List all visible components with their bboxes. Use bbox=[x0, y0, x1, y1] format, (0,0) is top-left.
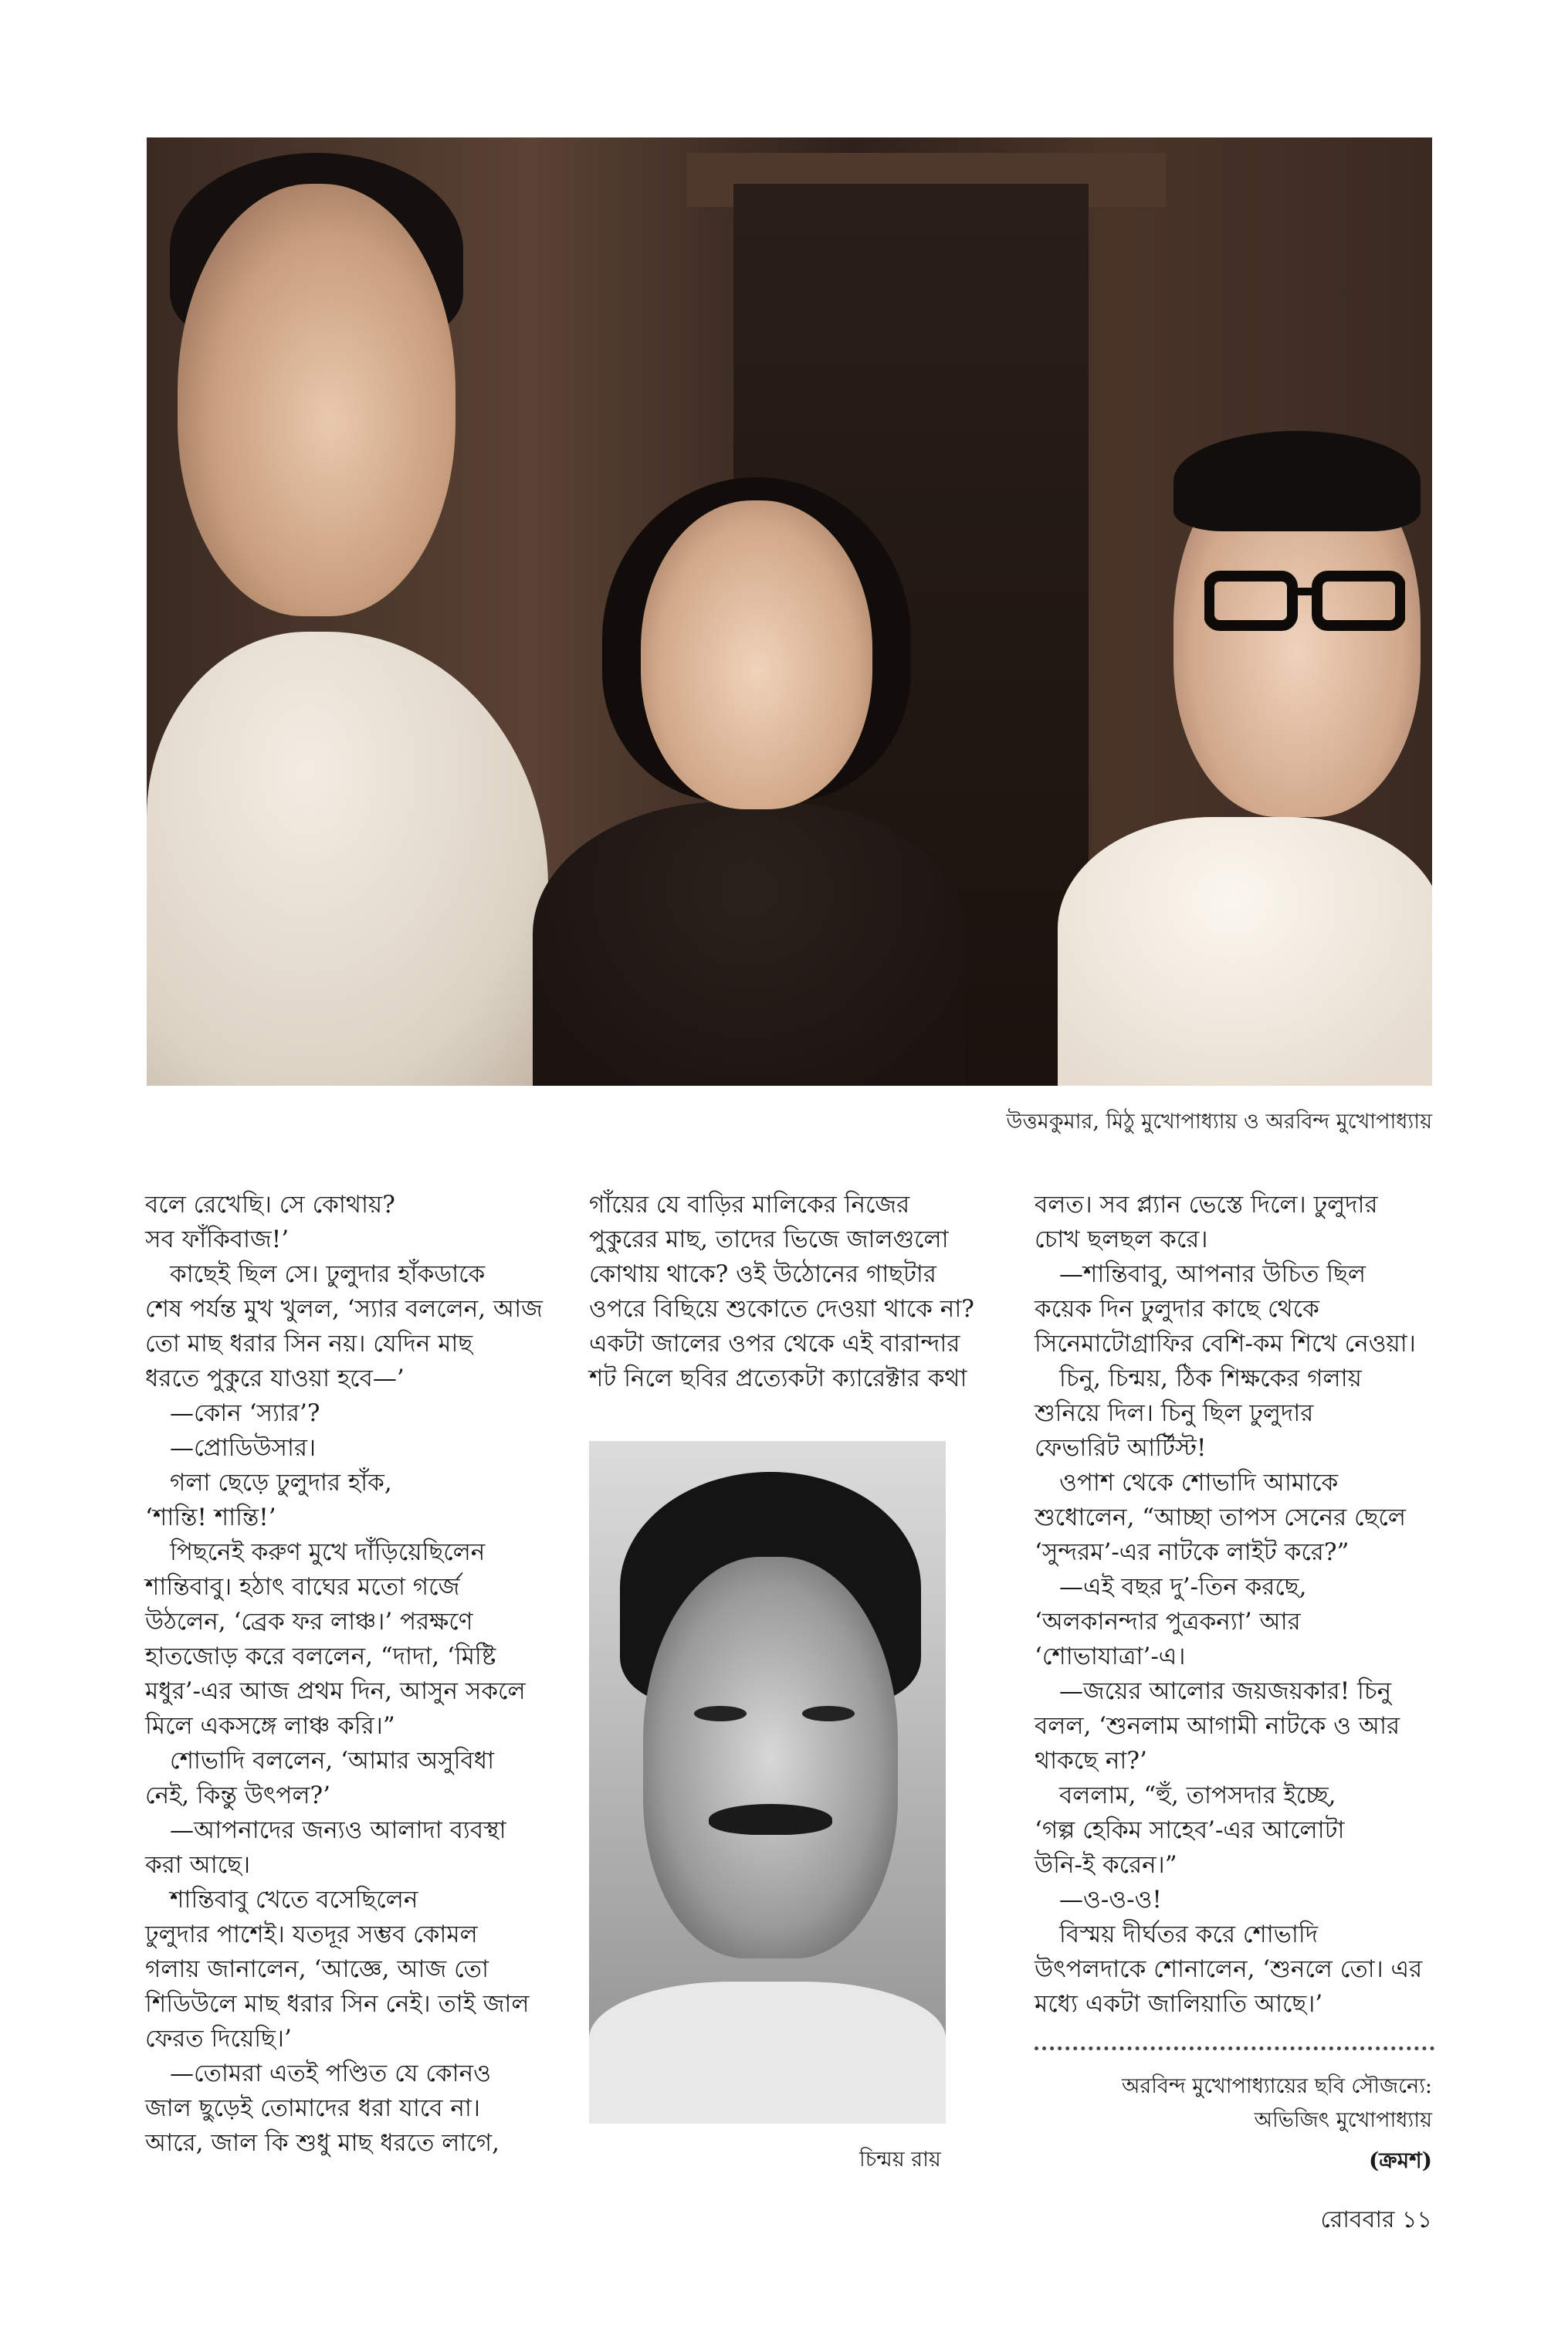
photo-person-left-body bbox=[147, 632, 548, 1086]
main-photo-caption: উত্তমকুমার, মিঠু মুখোপাধ্যায় ও অরবিন্দ মুখোপাধ্যায় bbox=[1006, 1110, 1432, 1134]
text-line: পিছনেই করুণ মুখে দাঁড়িয়েছিলেন bbox=[170, 1538, 486, 1566]
text-line: বিস্ময় দীর্ঘতর করে শোভাদি bbox=[1059, 1921, 1319, 1948]
portrait-face bbox=[643, 1557, 898, 1958]
text-line: —জয়ের আলোর জয়জয়কার! চিনু bbox=[1059, 1677, 1392, 1705]
photo-person-left-face bbox=[178, 184, 455, 616]
photo-credit bbox=[1122, 2070, 1432, 2138]
photo-person-right-body bbox=[1058, 817, 1432, 1086]
main-photo bbox=[147, 137, 1432, 1086]
page-folio: রোববার ১১ bbox=[1320, 2206, 1432, 2233]
text-line: —শান্তিবাবু, আপনার উচিত ছিল bbox=[1059, 1260, 1366, 1288]
text-line: আরে, জাল কি শুধু মাছ ধরতে লাগে, bbox=[145, 2129, 500, 2157]
photo-person-right-hair bbox=[1173, 431, 1421, 531]
text-line: ওপরে বিছিয়ে শুকোতে দেওয়া থাকে না? bbox=[589, 1295, 974, 1323]
text-line: কয়েক দিন ঢুলুদার কাছে থেকে bbox=[1035, 1295, 1319, 1323]
article-column-1 bbox=[145, 1188, 543, 2161]
text-line: বলে রেখেছি। সে কোথায়? bbox=[145, 1191, 395, 1219]
portrait-eyes bbox=[689, 1704, 859, 1724]
text-line: শান্তিবাবু খেতে বসেছিলেন bbox=[170, 1886, 418, 1914]
text-line: বলল, ‘শুনলাম আগামী নাটকে ও আর bbox=[1035, 1712, 1400, 1740]
text-line: চোখ ছলছল করে। bbox=[1035, 1226, 1208, 1253]
article-column-3 bbox=[1035, 1188, 1436, 2022]
text-line: বললাম, “হুঁ, তাপসদার ইচ্ছে, bbox=[1059, 1782, 1336, 1809]
text-line: উৎপলদাকে শোনালেন, ‘শুনলে তো। এর bbox=[1035, 1955, 1423, 1983]
text-line: মিলে একসঙ্গে লাঞ্চ করি।” bbox=[145, 1712, 395, 1740]
text-line: কোথায় থাকে? ওই উঠোনের গাছটার bbox=[589, 1260, 936, 1288]
text-line: শেষ পর্যন্ত মুখ খুলল, ‘স্যার বললেন, আজ bbox=[145, 1295, 543, 1323]
photo-person-middle-body bbox=[533, 802, 965, 1086]
text-line: চিনু, চিন্ময়, ঠিক শিক্ষকের গলায় bbox=[1059, 1365, 1362, 1392]
text-line: ‘সুন্দরম’-এর নাটকে লাইট করে?” bbox=[1035, 1538, 1350, 1566]
text-line: —আপনাদের জন্যও আলাদা ব্যবস্থা bbox=[170, 1816, 506, 1844]
article-column-2 bbox=[589, 1188, 991, 1396]
text-line: জাল ছুড়েই তোমাদের ধরা যাবে না। bbox=[145, 2094, 480, 2122]
text-line: করা আছে। bbox=[145, 1851, 251, 1879]
portrait-caption: চিন্ময় রায় bbox=[859, 2148, 941, 2172]
photo-glasses bbox=[1204, 570, 1405, 632]
text-line: গলা ছেড়ে ঢুলুদার হাঁক, bbox=[170, 1469, 392, 1497]
text-line: সব ফাঁকিবাজ!’ bbox=[145, 1226, 290, 1253]
photo-credit-line-1: অরবিন্দ মুখোপাধ্যায়ের ছবি সৌজন্যে: bbox=[1121, 2074, 1432, 2098]
text-line: ফেভারিট আর্টিস্ট! bbox=[1035, 1434, 1207, 1462]
text-line: নেই, কিন্তু উৎপল?’ bbox=[145, 1782, 331, 1809]
text-line: —প্রোডিউসার। bbox=[170, 1434, 317, 1462]
text-line: শুধোলেন, “আচ্ছা তাপস সেনের ছেলে bbox=[1035, 1504, 1406, 1531]
portrait-mustache bbox=[709, 1804, 832, 1835]
text-line: উনি-ই করেন।” bbox=[1035, 1851, 1177, 1879]
dotted-divider bbox=[1035, 2046, 1434, 2050]
text-line: থাকছে না?’ bbox=[1035, 1747, 1147, 1775]
text-line: ফেরত দিয়েছি।’ bbox=[145, 2025, 292, 2053]
photo-credit-line-2: অভিজিৎ মুখোপাধ্যায় bbox=[1254, 2108, 1432, 2132]
text-line: শিডিউলে মাছ ধরার সিন নেই। তাই জাল bbox=[145, 1990, 530, 2018]
text-line: শান্তিবাবু। হঠাৎ বাঘের মতো গর্জে bbox=[145, 1573, 460, 1601]
text-line: পুকুরের মাছ, তাদের ভিজে জালগুলো bbox=[589, 1226, 949, 1253]
continued-marker: (ক্রমশ) bbox=[1368, 2148, 1432, 2173]
text-line: মধুর’-এর আজ প্রথম দিন, আসুন সকলে bbox=[145, 1677, 526, 1705]
text-line: শুনিয়ে দিল। চিনু ছিল ঢুলুদার bbox=[1035, 1399, 1314, 1427]
portrait-shirt bbox=[589, 1982, 946, 2124]
text-line: ‘শোভাযাত্রা’-এ। bbox=[1035, 1643, 1186, 1670]
text-line: শোভাদি বললেন, ‘আমার অসুবিধা bbox=[170, 1747, 495, 1775]
text-line: কাছেই ছিল সে। ঢুলুদার হাঁকডাকে bbox=[170, 1260, 486, 1288]
text-line: —ও-ও-ও! bbox=[1059, 1886, 1162, 1914]
text-line: ধরতে পুকুরে যাওয়া হবে—’ bbox=[145, 1365, 405, 1392]
text-line: —তোমরা এতই পণ্ডিত যে কোনও bbox=[170, 2060, 491, 2087]
text-line: গলায় জানালেন, ‘আজ্ঞে, আজ তো bbox=[145, 1955, 489, 1983]
text-line: ‘শান্তি! শান্তি!’ bbox=[145, 1504, 276, 1531]
text-line: ‘অলকানন্দার পুত্রকন্যা’ আর bbox=[1035, 1608, 1301, 1636]
text-line: বলত। সব প্ল্যান ভেস্তে দিলে। ঢুলুদার bbox=[1035, 1191, 1378, 1219]
text-line: উঠলেন, ‘ব্রেক ফর লাঞ্চ।’ পরক্ষণে bbox=[145, 1608, 473, 1636]
text-line: একটা জালের ওপর থেকে এই বারান্দার bbox=[589, 1330, 960, 1358]
text-line: ‘গল্প হেকিম সাহেব’-এর আলোটা bbox=[1035, 1816, 1345, 1844]
text-line: সিনেমাটোগ্রাফির বেশি-কম শিখে নেওয়া। bbox=[1035, 1330, 1416, 1358]
text-line: তো মাছ ধরার সিন নয়। যেদিন মাছ bbox=[145, 1330, 473, 1358]
portrait-photo bbox=[589, 1441, 946, 2124]
text-line: —কোন ‘স্যার’? bbox=[170, 1399, 320, 1427]
text-line: ওপাশ থেকে শোভাদি আমাকে bbox=[1059, 1469, 1339, 1497]
text-line: শট নিলে ছবির প্রত্যেকটা ক্যারেক্টার কথা bbox=[589, 1365, 967, 1392]
text-line: —এই বছর দু’-তিন করছে, bbox=[1059, 1573, 1307, 1601]
text-line: গাঁয়ের যে বাড়ির মালিকের নিজের bbox=[589, 1191, 910, 1219]
text-line: হাতজোড় করে বললেন, “দাদা, ‘মিষ্টি bbox=[145, 1643, 496, 1670]
text-line: মধ্যে একটা জালিয়াতি আছে।’ bbox=[1035, 1990, 1323, 2018]
text-line: ঢুলুদার পাশেই। যতদূর সম্ভব কোমল bbox=[145, 1921, 478, 1948]
photo-person-middle-face bbox=[641, 500, 872, 809]
